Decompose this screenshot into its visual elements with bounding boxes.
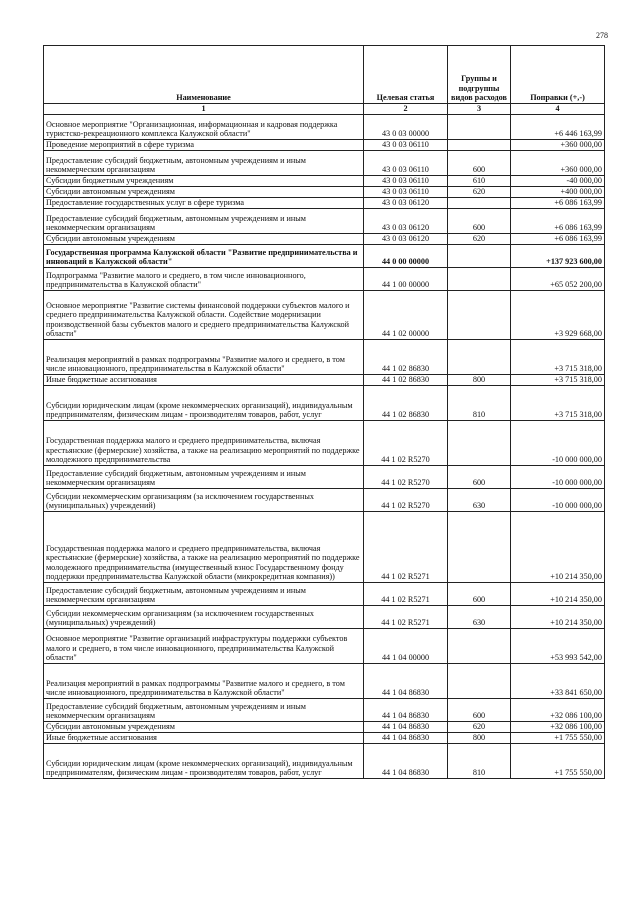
row-expense-group [448,340,511,375]
table-row [44,140,605,151]
row-expense-group [448,664,511,699]
row-expense-group [448,140,511,151]
row-amount: +6 086 163,99 [511,198,605,209]
row-target-code: 44 1 02 R5270 [364,489,448,512]
table-row [44,340,605,375]
table-row [44,421,605,466]
row-amount: +65 052 200,00 [511,268,605,291]
row-name: Субсидии автономным учреждениям [44,187,364,198]
row-expense-group: 600 [448,151,511,176]
table-row [44,733,605,744]
row-name: Субсидии юридическим лицам (кроме некоммерческих организаций), индивидуальным предпринимателям, физическим лицам - производителям товаров, работ, услуг [44,386,364,421]
table-row [44,583,605,606]
table-row [44,512,605,583]
row-name: Реализация мероприятий в рамках подпрограммы "Развитие малого и среднего, в том числе инновационного, предпринимательства в Калужской области" [44,340,364,375]
row-expense-group: 600 [448,466,511,489]
table-row [44,245,605,268]
row-name: Субсидии некоммерческим организациям (за исключением государственных (муниципальных) учреждений) [44,606,364,629]
table-row [44,268,605,291]
row-name: Основное мероприятие "Развитие системы финансовой поддержки субъектов малого и среднего предпринимательства Калужской области. Содействие модернизации производственной базы субъектов малого и среднего предпринимательства Калужской области" [44,291,364,340]
row-name: Субсидии бюджетным учреждениям [44,176,364,187]
row-amount: -10 000 000,00 [511,489,605,512]
header-name: Наименование [44,46,364,104]
column-number: 2 [364,104,448,115]
row-name: Субсидии некоммерческим организациям (за исключением государственных (муниципальных) учреждений) [44,489,364,512]
table-row [44,176,605,187]
row-name: Субсидии юридическим лицам (кроме некоммерческих организаций), индивидуальным предпринимателям, физическим лицам - производителям товаров, работ, услуг [44,744,364,779]
row-amount: +3 929 668,00 [511,291,605,340]
row-target-code: 44 1 02 86830 [364,340,448,375]
row-expense-group: 620 [448,234,511,245]
table-row [44,629,605,664]
table-row [44,151,605,176]
row-target-code: 43 0 03 06110 [364,140,448,151]
row-amount: +33 841 650,00 [511,664,605,699]
row-amount: +3 715 318,00 [511,386,605,421]
column-number: 4 [511,104,605,115]
table-row [44,664,605,699]
header-row [44,46,605,104]
row-target-code: 44 1 02 R5270 [364,466,448,489]
row-target-code: 44 1 02 R5270 [364,421,448,466]
row-target-code: 44 1 02 R5271 [364,512,448,583]
row-amount: +1 755 550,00 [511,744,605,779]
row-expense-group [448,268,511,291]
row-name: Государственная поддержка малого и среднего предпринимательства, включая крестьянские (фермерские) хозяйства, а также на реализацию мероприятий по поддержке молодежного предпринимательства (имущественный взнос Государственному фонду поддержки предпринимательства Калужской области (микрокредитная компания)) [44,512,364,583]
row-name: Подпрограмма "Развитие малого и среднего, в том числе инновационного, предпринимательства в Калужской области" [44,268,364,291]
row-amount: +3 715 318,00 [511,375,605,386]
row-expense-group [448,198,511,209]
row-target-code: 44 1 00 00000 [364,268,448,291]
row-amount: +1 755 550,00 [511,733,605,744]
budget-table [43,45,605,779]
row-expense-group: 800 [448,375,511,386]
row-name: Основное мероприятие "Организационная, информационная и кадровая поддержка туристско-рекреационного комплекса Калужской области" [44,115,364,140]
row-expense-group [448,115,511,140]
header-group: Группы и подгруппы видов расходов [448,46,511,104]
row-target-code: 43 0 03 06120 [364,234,448,245]
row-amount: +32 086 100,00 [511,722,605,733]
table-row [44,466,605,489]
row-amount: +3 715 318,00 [511,340,605,375]
row-target-code: 44 1 02 00000 [364,291,448,340]
table-row [44,291,605,340]
row-target-code: 44 1 02 R5271 [364,583,448,606]
row-expense-group: 810 [448,744,511,779]
row-expense-group [448,245,511,268]
row-expense-group: 620 [448,722,511,733]
row-name: Иные бюджетные ассигнования [44,733,364,744]
row-expense-group [448,629,511,664]
table-row [44,744,605,779]
row-expense-group: 610 [448,176,511,187]
row-expense-group: 630 [448,489,511,512]
table-row [44,386,605,421]
row-amount: -40 000,00 [511,176,605,187]
row-expense-group [448,291,511,340]
row-amount: +360 000,00 [511,151,605,176]
column-number-row [44,104,605,115]
row-target-code: 43 0 03 00000 [364,115,448,140]
row-target-code: 43 0 03 06120 [364,198,448,209]
table-row [44,489,605,512]
row-target-code: 43 0 03 06120 [364,209,448,234]
table-row [44,198,605,209]
header-target: Целевая статья [364,46,448,104]
table-row [44,187,605,198]
row-amount: +32 086 100,00 [511,699,605,722]
row-expense-group: 630 [448,606,511,629]
table-row [44,722,605,733]
row-target-code: 44 1 04 86830 [364,733,448,744]
row-name: Основное мероприятие "Развитие организаций инфраструктуры поддержки субъектов малого и среднего, в том числе инновационного, предпринимательства Калужской области" [44,629,364,664]
row-amount: -10 000 000,00 [511,466,605,489]
row-expense-group: 810 [448,386,511,421]
row-amount: +137 923 600,00 [511,245,605,268]
row-expense-group: 800 [448,733,511,744]
row-target-code: 43 0 03 06110 [364,176,448,187]
row-name: Субсидии автономным учреждениям [44,722,364,733]
table-row [44,209,605,234]
row-amount: +6 446 163,99 [511,115,605,140]
page-number: 278 [596,31,608,40]
row-expense-group [448,421,511,466]
row-amount: +6 086 163,99 [511,209,605,234]
row-amount: +400 000,00 [511,187,605,198]
row-target-code: 44 1 02 86830 [364,375,448,386]
column-number: 3 [448,104,511,115]
row-name: Реализация мероприятий в рамках подпрограммы "Развитие малого и среднего, в том числе инновационного, предпринимательства в Калужской области" [44,664,364,699]
table-row [44,115,605,140]
table-row [44,375,605,386]
row-name: Предоставление субсидий бюджетным, автономным учреждениям и иным некоммерческим организациям [44,209,364,234]
header-amount: Поправки (+,-) [511,46,605,104]
row-name: Проведение мероприятий в сфере туризма [44,140,364,151]
row-expense-group: 600 [448,209,511,234]
row-amount: +53 993 542,00 [511,629,605,664]
row-expense-group [448,512,511,583]
row-target-code: 44 1 04 86830 [364,699,448,722]
row-name: Иные бюджетные ассигнования [44,375,364,386]
row-target-code: 44 0 00 00000 [364,245,448,268]
row-amount: +6 086 163,99 [511,234,605,245]
row-target-code: 43 0 03 06110 [364,151,448,176]
row-target-code: 44 1 02 86830 [364,386,448,421]
row-expense-group: 600 [448,699,511,722]
row-target-code: 44 1 04 86830 [364,744,448,779]
row-target-code: 44 1 04 86830 [364,722,448,733]
row-name: Предоставление субсидий бюджетным, автономным учреждениям и иным некоммерческим организациям [44,699,364,722]
column-number: 1 [44,104,364,115]
row-amount: +10 214 350,00 [511,583,605,606]
row-name: Государственная программа Калужской области "Развитие предпринимательства и инноваций в Калужской области" [44,245,364,268]
table-row [44,234,605,245]
row-amount: -10 000 000,00 [511,421,605,466]
row-target-code: 44 1 04 86830 [364,664,448,699]
row-target-code: 44 1 02 R5271 [364,606,448,629]
row-amount: +10 214 350,00 [511,606,605,629]
row-name: Предоставление субсидий бюджетным, автономным учреждениям и иным некоммерческим организациям [44,583,364,606]
row-target-code: 44 1 04 00000 [364,629,448,664]
row-name: Предоставление субсидий бюджетным, автономным учреждениям и иным некоммерческим организациям [44,151,364,176]
row-expense-group: 620 [448,187,511,198]
row-amount: +360 000,00 [511,140,605,151]
row-amount: +10 214 350,00 [511,512,605,583]
row-name: Субсидии автономным учреждениям [44,234,364,245]
table-row [44,699,605,722]
row-name: Государственная поддержка малого и среднего предпринимательства, включая крестьянские (фермерские) хозяйства, а также на реализацию мероприятий по поддержке молодежного предпринимательства [44,421,364,466]
table-row [44,606,605,629]
row-name: Предоставление субсидий бюджетным, автономным учреждениям и иным некоммерческим организациям [44,466,364,489]
row-target-code: 43 0 03 06110 [364,187,448,198]
row-name: Предоставление государственных услуг в сфере туризма [44,198,364,209]
row-expense-group: 600 [448,583,511,606]
